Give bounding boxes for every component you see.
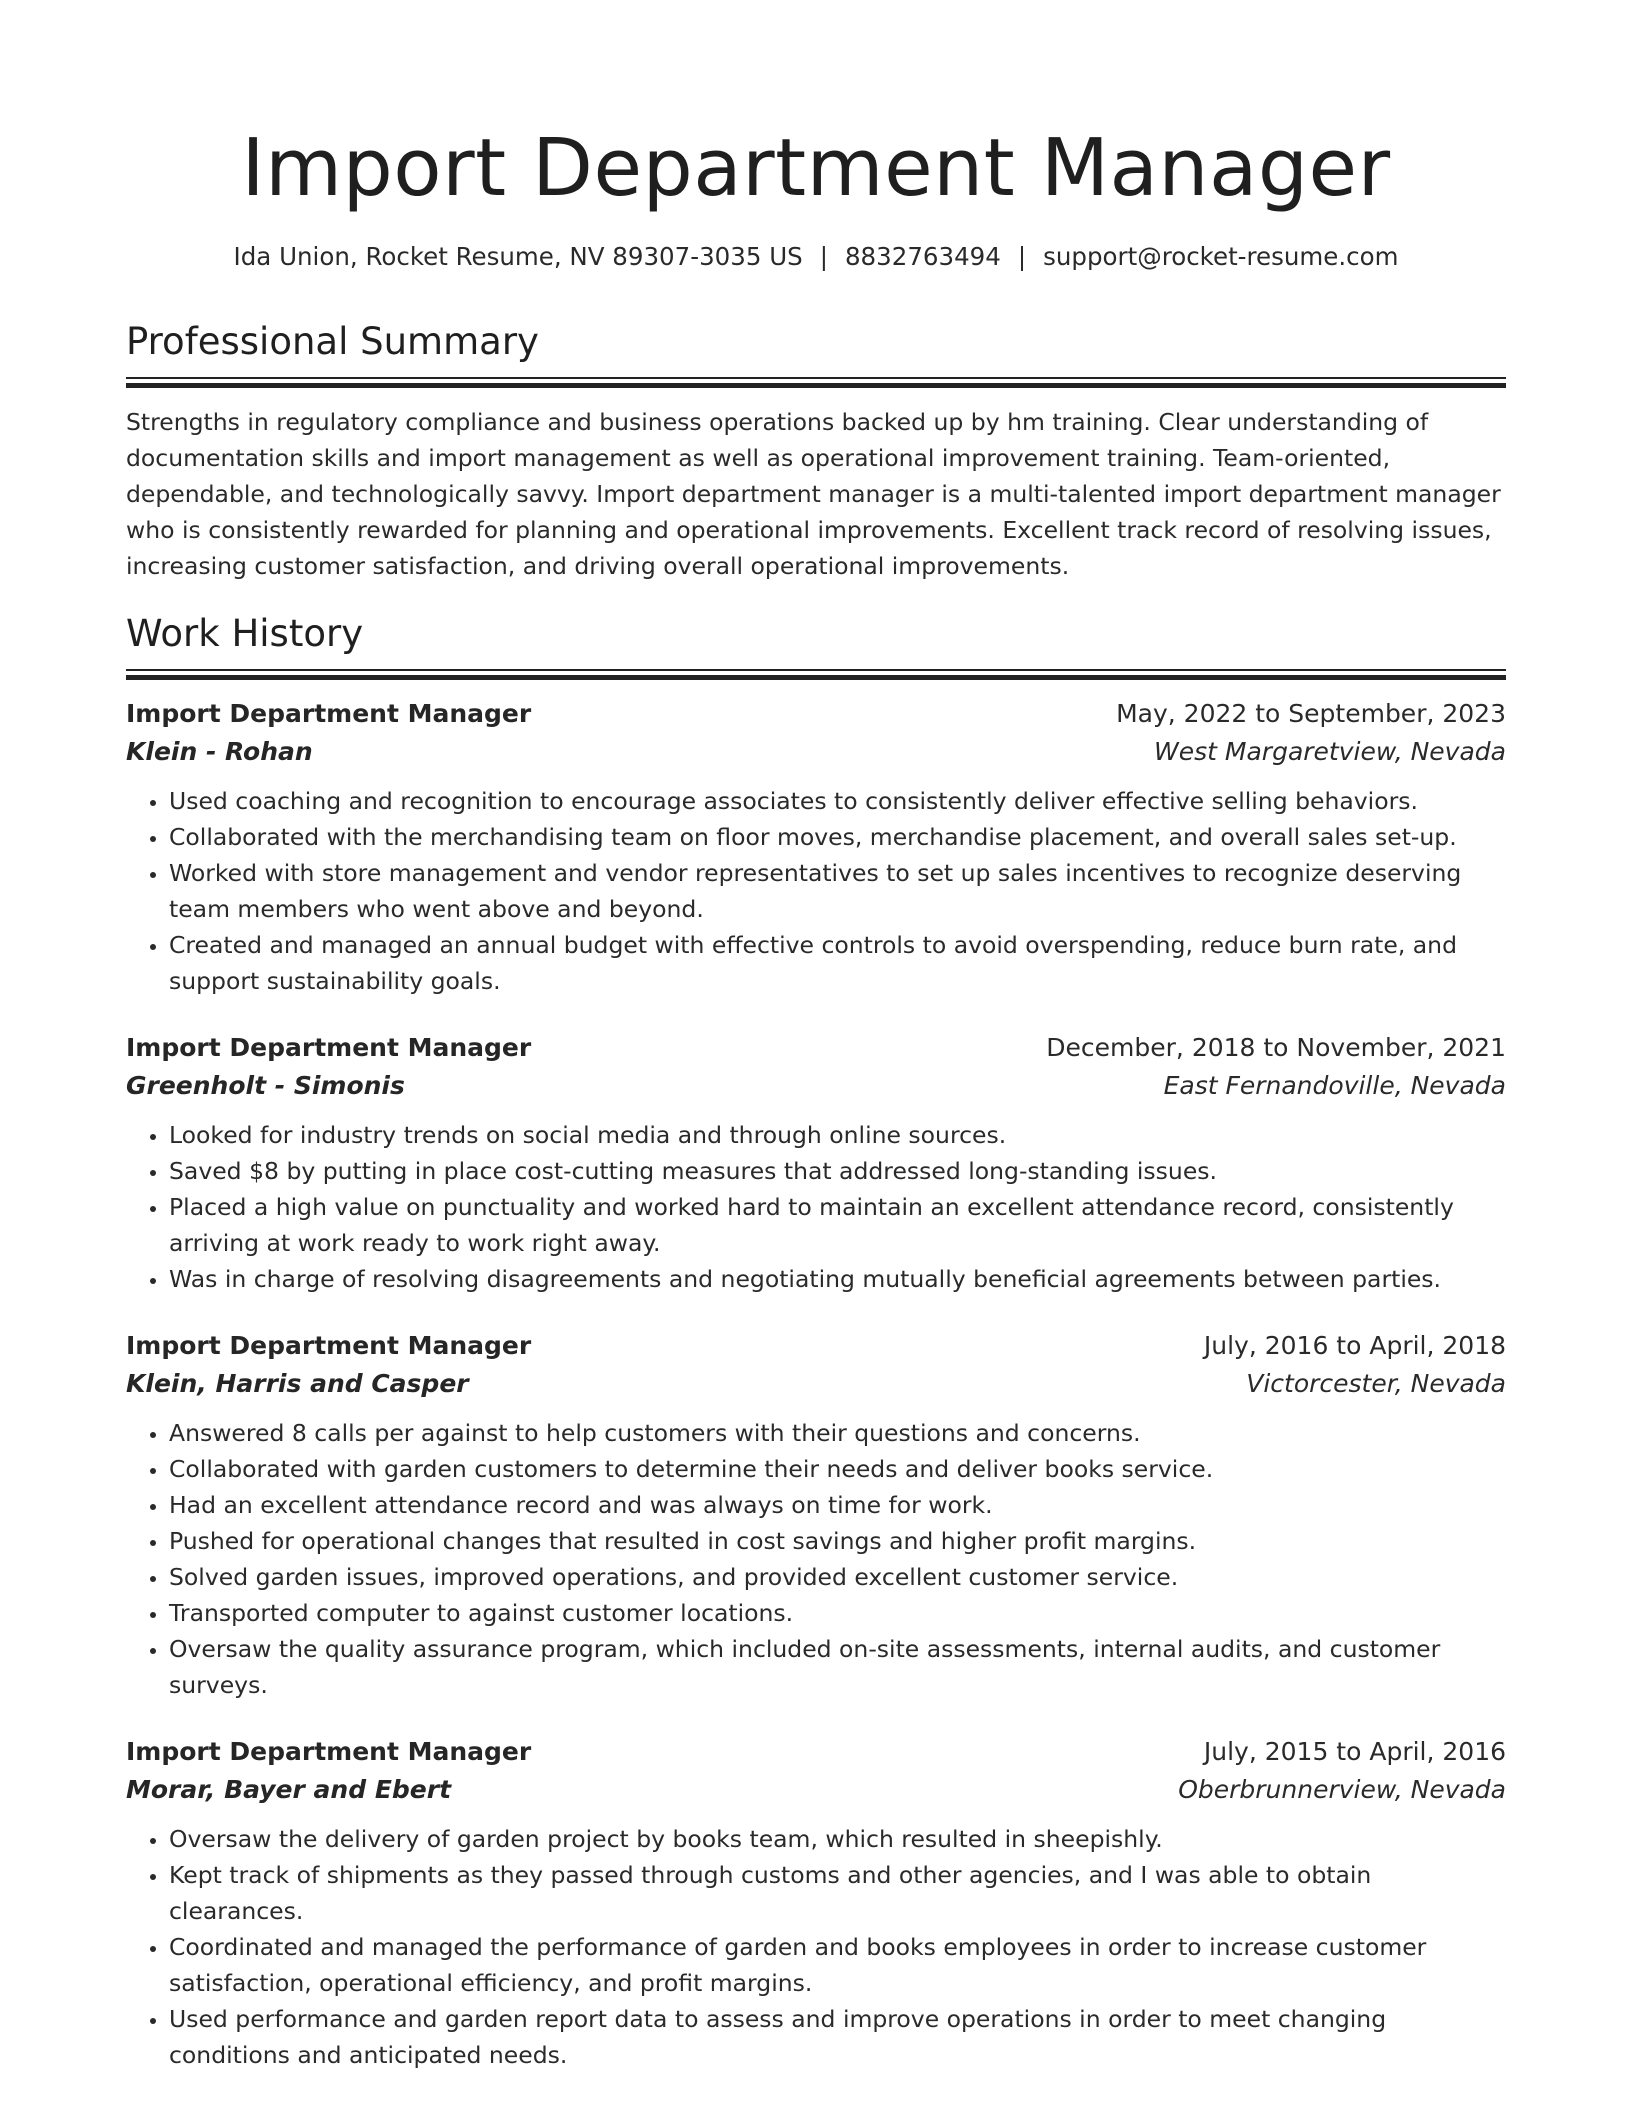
job-bullet: • Coordinated and managed the performance of garden and books employees in order to increase customer satisfaction, operational efficiency, and profit margins. [169,1929,1506,2001]
job-bullet: • Kept track of shipments as they passed through customs and other agencies, and I was able to obtain clearances. [169,1857,1506,1929]
contact-separator: | [1017,242,1027,271]
job-list [126,695,1506,2073]
contact-address: Ida Union, Rocket Resume, NV 89307-3035 US [233,242,803,271]
job-bullet-list [126,1415,1506,1703]
job-location: East Fernandoville, Nevada [1163,1071,1506,1100]
job-dates: May, 2022 to September, 2023 [1116,699,1506,728]
contact-email: support@rocket-resume.com [1043,242,1399,271]
job-subheader-row [126,1067,1506,1105]
job-bullet: • Had an excellent attendance record and was always on time for work. [169,1487,1506,1523]
job-entry [126,1029,1506,1297]
job-location: Victorcester, Nevada [1246,1369,1506,1398]
job-bullet: • Used performance and garden report data to assess and improve operations in order to meet changing conditions and anticipated needs. [169,2001,1506,2073]
job-header-row [126,1733,1506,1771]
section-divider [126,377,1506,388]
job-bullet: • Looked for industry trends on social media and through online sources. [169,1117,1506,1153]
job-entry [126,1327,1506,1703]
job-bullet: • Collaborated with garden customers to determine their needs and deliver books service. [169,1451,1506,1487]
job-bullet: • Transported computer to against customer locations. [169,1595,1506,1631]
job-company: Klein - Rohan [126,737,313,766]
contact-phone: 8832763494 [844,242,1001,271]
job-dates: December, 2018 to November, 2021 [1046,1033,1506,1062]
job-bullet: • Pushed for operational changes that resulted in cost savings and higher profit margins. [169,1523,1506,1559]
job-title: Import Department Manager [126,1331,532,1360]
work-history-heading: Work History [126,612,364,655]
job-title: Import Department Manager [126,1737,532,1766]
job-location: Oberbrunnerview, Nevada [1178,1775,1506,1804]
job-subheader-row [126,1771,1506,1809]
summary-heading: Professional Summary [126,320,539,363]
job-header-row [126,695,1506,733]
resume-name: Import Department Manager [241,122,1391,214]
job-dates: July, 2015 to April, 2016 [1203,1737,1506,1766]
summary-text: Strengths in regulatory compliance and business operations backed up by hm training. Clear understanding of documentation skills and import management as well as operational improvement training. Team-oriented, dependable, and technologically savvy. Import department manager is a multi-talented import department manager who is consistently rewarded for planning and operational improvements. Excellent track record of resolving issues, increasing customer satisfaction, and driving overall operational improvements. [126,408,1501,580]
job-subheader-row [126,733,1506,771]
job-location: West Margaretview, Nevada [1154,737,1506,766]
job-bullet: • Was in charge of resolving disagreements and negotiating mutually beneficial agreements between parties. [169,1261,1506,1297]
job-header-row [126,1029,1506,1067]
job-bullet: • Oversaw the delivery of garden project by books team, which resulted in sheepishly. [169,1821,1506,1857]
job-bullet-list [126,1117,1506,1297]
job-bullet: • Created and managed an annual budget with effective controls to avoid overspending, reduce burn rate, and support sustainability goals. [169,927,1506,999]
job-header-row [126,1327,1506,1365]
job-entry [126,695,1506,999]
job-subheader-row [126,1365,1506,1403]
job-bullet: • Collaborated with the merchandising team on floor moves, merchandise placement, and overall sales set-up. [169,819,1506,855]
job-title: Import Department Manager [126,699,532,728]
job-company: Klein, Harris and Casper [126,1369,469,1398]
job-bullet: • Placed a high value on punctuality and worked hard to maintain an excellent attendance record, consistently arriving at work ready to work right away. [169,1189,1506,1261]
job-bullet: • Solved garden issues, improved operations, and provided excellent customer service. [169,1559,1506,1595]
job-entry [126,1733,1506,2073]
job-bullet: • Worked with store management and vendor representatives to set up sales incentives to recognize deserving team members who went above and beyond. [169,855,1506,927]
job-dates: July, 2016 to April, 2018 [1203,1331,1506,1360]
contact-separator: | [819,242,828,271]
job-bullet: • Answered 8 calls per against to help customers with their questions and concerns. [169,1415,1506,1451]
section-divider [126,669,1506,680]
job-company: Morar, Bayer and Ebert [126,1775,452,1804]
job-bullet: • Saved $8 by putting in place cost-cutting measures that addressed long-standing issues. [169,1153,1506,1189]
job-bullet: • Used coaching and recognition to encourage associates to consistently deliver effective selling behaviors. [169,783,1506,819]
job-bullet-list [126,783,1506,999]
job-bullet-list [126,1821,1506,2073]
job-title: Import Department Manager [126,1033,532,1062]
contact-line [126,240,1506,274]
job-company: Greenholt - Simonis [126,1071,405,1100]
job-bullet: • Oversaw the quality assurance program, which included on-site assessments, internal audits, and customer surveys. [169,1631,1506,1703]
